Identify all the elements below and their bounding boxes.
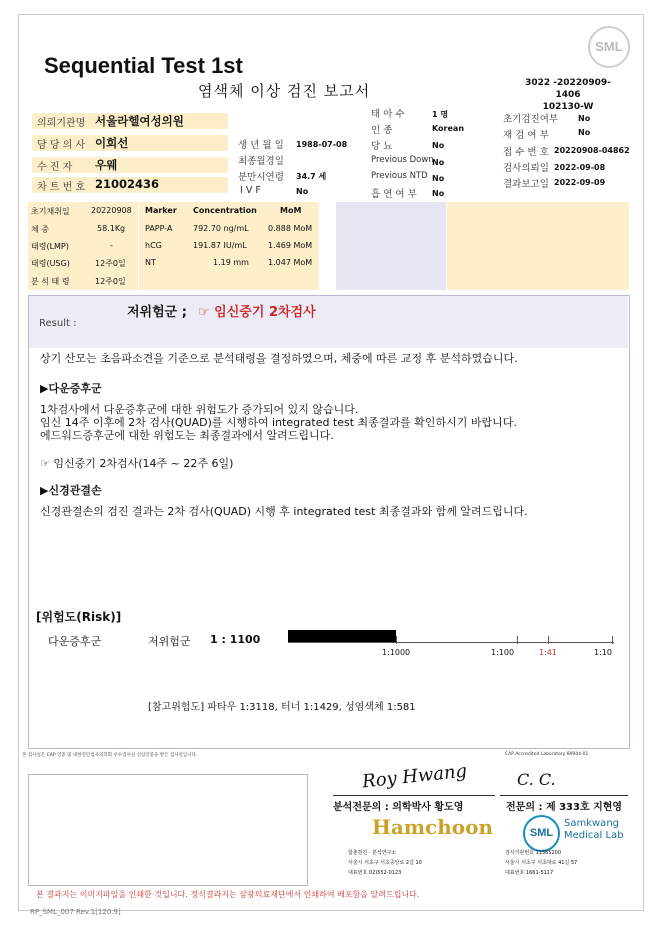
request-date-value: 2022-09-08 [554,163,606,172]
risk-tick-label: 1:100 [491,648,515,657]
race-value: Korean [432,124,465,133]
left-signature: Roy Hwang [361,760,469,793]
right-lab-address: 서울시 서초구 서초대로 41길 57 [505,860,578,866]
request-number-line2: 102130-W [542,102,594,112]
prev-down-value: No [432,158,445,167]
first-exam-value: No [578,114,591,123]
left-lab-phone: 대표번호 02)552-0123 [348,870,402,876]
concentration-header: Concentration [193,206,257,215]
risk-reference: [참고위험도] 파타우 1:3118, 터너 1:1429, 성염색체 1:581 [148,702,416,713]
retest-label: 재 검 여 부 [503,130,549,141]
first-exam-label: 초기검진여부 [503,114,559,125]
institution-value: 서울라헬여성의원 [95,114,184,128]
retest-value: No [578,128,591,137]
smoking-value: No [432,189,445,198]
risk-tick-label: 1:10 [594,648,612,657]
risk-axis [288,642,614,643]
request-number-line1: 3022 -20220909-1406 [525,78,611,100]
lab-certification-note: 본 검사실은 CAP 인증 및 대한진단검사의학회 우수검사실 신임인증을 받은 검사실입니다. [22,753,198,758]
left-signature-line [333,795,495,796]
risk-level: 저위험군 [148,635,191,648]
request-number [518,77,618,113]
ga-lmp-value: - [110,241,113,250]
ivf-label: I V F [240,185,261,196]
dob-value: 1988-07-08 [296,140,348,149]
result-intro: 상기 산모는 초음파소견을 기준으로 분석태령을 결정하였으며, 체중에 따른 교정 후 분석하였습니다. [40,352,518,365]
result-main-red: ☞ 임신중기 2차검사 [198,305,316,320]
print-notice: 본 결과지는 이미지파일을 인쇄한 것입니다. 정식결과지는 삼광의료재단에서 인쇄하여 배포함을 알려드립니다. [36,890,420,899]
sml-logo: SML [588,26,630,68]
cap-accreditation-note: CAP Accredited Laboratory 89944-01 [505,752,589,757]
doctor-value: 이희선 [95,136,129,150]
analysis-age-label: 분 석 태 령 [31,277,70,286]
diabetes-label: 당 뇨 [371,141,393,152]
result-label: Result : [39,318,77,329]
sml-seal: SML [523,815,560,852]
recipient-value: 우웨 [95,158,118,172]
right-lab-info: 검사기관번호 11365200 [505,850,562,856]
report-subtitle: 염색체 이상 검진 보고서 [198,82,371,100]
right-lab-phone: 대표번호 1661-5117 [505,870,554,876]
analysis-age-value: 12주0일 [95,277,126,286]
down-line-2: 임신 14주 이후에 2차 검사(QUAD)를 시행하여 integrated test 최종결과를 확인하시기 바랍니다. [40,416,517,429]
weight-label: 체 중 [31,225,49,234]
report-title: Sequential Test 1st [44,53,243,78]
signature-stamp-box [28,774,308,886]
lmp-label: 최종월경일 [238,156,284,167]
left-lab-info: 함춘검진 · 분석연구소 [348,850,397,856]
age-label: 분만시연령 [238,172,284,183]
blank-panel-yellow [447,202,629,290]
recipient-row [32,157,228,173]
down-syndrome-title: ▶다운증후군 [40,382,102,395]
risk-title: [위험도(Risk)] [36,610,122,624]
form-version: RP_SML_007 Rev.1[120.9] [30,908,121,916]
risk-tick [396,636,397,644]
blank-panel-blue [336,202,446,290]
risk-bar [288,630,396,642]
risk-cutoff-tick [548,636,549,644]
doctor-row [32,135,228,151]
weight-value: 58.1Kg [97,224,126,233]
ga-usg-value: 12주0일 [95,259,126,268]
ivf-value: No [296,187,309,196]
down-line-1: 1차검사에서 다운증후군에 대한 위험도가 증가되어 있지 않습니다. [40,403,359,416]
samkwang-sub: Medical Lab [564,830,624,841]
report-date-value: 2022-09-09 [554,178,606,187]
fetus-label: 태 아 수 [371,109,405,120]
right-signer-title: 전문의 : 제 333호 지현영 [506,802,623,813]
chart-label: 차 트 번 호 [37,182,86,193]
marker-concentration: 191.87 IU/mL [193,241,247,250]
hamchoon-logo: Hamchoon [372,815,493,839]
down-line-3: 에드워드증후군에 대한 위험도는 최종결과에서 알려드립니다. [40,429,334,442]
down-note: ☞ 임신중기 2차검사(14주 ~ 22주 6일) [40,457,234,470]
marker-concentration: 1.19 mm [213,258,249,267]
right-signature-line [500,795,628,796]
fetus-value: 1 명 [432,110,449,119]
recipient-label: 수 진 자 [37,162,73,173]
ntd-line-1: 신경관결손의 검진 결과는 2차 검사(QUAD) 시행 후 integrated test 최종결과와 함께 알려드립니다. [40,505,528,518]
chart-row [32,177,228,193]
risk-ratio: 1 : 1100 [210,633,261,646]
samkwang-name: Samkwang [564,818,619,829]
report-date-label: 결과보고일 [503,179,549,190]
risk-condition: 다운증후군 [48,635,102,648]
mom-header: MoM [280,206,302,215]
marker-concentration: 792.70 ng/mL [193,224,249,233]
prev-down-label: Previous Down [371,155,434,165]
marker-mom: 0.888 MoM [268,224,313,233]
prev-ntd-label: Previous NTD [371,171,428,181]
marker-header: Marker [145,206,177,215]
dob-label: 생 년 월 일 [238,140,284,151]
draw-date-value: 20220908 [91,206,132,215]
risk-tick-label: 1:41 [539,648,557,657]
result-header [29,296,628,348]
ntd-title: ▶신경관결손 [40,484,102,497]
left-signer-title: 분석전문의 : 의학박사 황도영 [333,802,464,813]
marker-name: hCG [145,241,162,250]
right-signature: C. C. [517,770,556,789]
marker-name: PAPP-A [145,224,173,233]
risk-tick [612,636,613,644]
institution-label: 의뢰기관명 [37,118,86,129]
doctor-label: 담 당 의 사 [37,140,86,151]
chart-value: 21002436 [95,177,160,191]
prev-ntd-value: No [432,174,445,183]
result-main-black: 저위험군 ; [127,305,187,320]
left-lab-address: 서울시 서초구 서초중앙로 2길 10 [348,860,422,866]
marker-name: NT [145,258,156,267]
request-date-label: 검사의뢰일 [503,163,549,174]
ga-lmp-label: 태령(LMP) [31,242,69,251]
marker-mom: 1.469 MoM [268,241,313,250]
accession-label: 접 수 번 호 [503,147,549,158]
age-value: 34.7 세 [296,172,327,181]
marker-mom: 1.047 MoM [268,258,313,267]
race-label: 인 종 [371,125,393,136]
risk-tick [517,636,518,644]
accession-value: 20220908-04862 [554,146,630,155]
diabetes-value: No [432,141,445,150]
smoking-label: 흡 연 여 부 [371,189,417,200]
draw-date-label: 초기채취일 [31,207,70,216]
institution-row [32,113,228,129]
ga-usg-label: 태령(USG) [31,259,70,268]
risk-tick-label: 1:1000 [382,648,411,657]
